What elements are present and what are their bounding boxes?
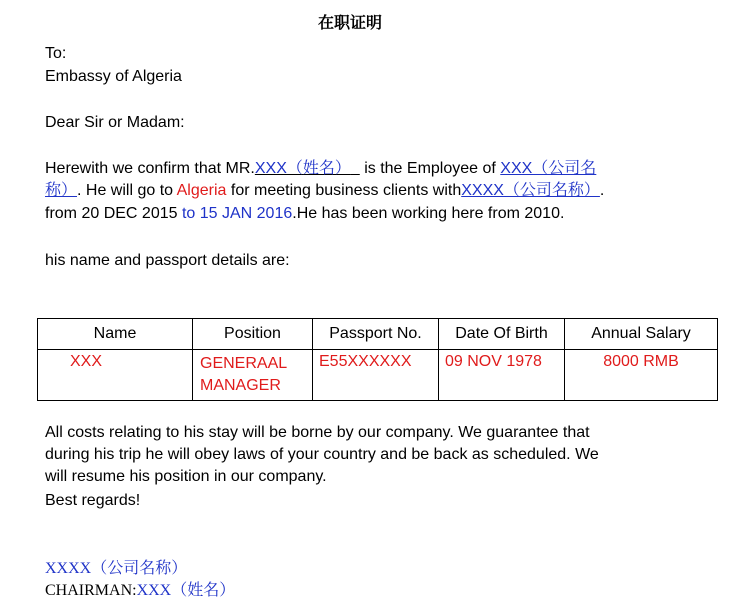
para1-text: . bbox=[599, 182, 605, 199]
closing: Best regards! bbox=[45, 492, 141, 509]
para1-text: . He will go to bbox=[77, 182, 177, 199]
document-title: 在职证明 bbox=[317, 13, 382, 32]
para1-text: is the Employee of bbox=[359, 160, 501, 177]
cell-passport: E55XXXXXX bbox=[313, 350, 439, 401]
para1-text: for meeting business clients with bbox=[226, 182, 462, 199]
para1-line2 bbox=[45, 181, 604, 201]
to-label: To: bbox=[45, 45, 67, 62]
position-line2: MANAGER bbox=[200, 377, 281, 394]
para1-text: .He has been working here from 2010. bbox=[292, 205, 565, 222]
table-row bbox=[38, 350, 718, 401]
position-line1: GENERAAL bbox=[200, 355, 288, 372]
para2-line1: All costs relating to his stay will be borne by our company. We guarantee that bbox=[45, 424, 590, 441]
details-table bbox=[37, 318, 718, 401]
header-name: Name bbox=[38, 319, 193, 350]
header-position: Position bbox=[193, 319, 313, 350]
employee-name: XXX（姓名） bbox=[254, 160, 351, 177]
client-name: XXXX（公司名称） bbox=[461, 182, 600, 199]
header-passport: Passport No. bbox=[313, 319, 439, 350]
cell-salary: 8000 RMB bbox=[565, 350, 718, 401]
signature-chairman bbox=[45, 581, 235, 601]
company-name-cont: 称） bbox=[45, 182, 78, 199]
para1-text: Herewith we confirm that MR. bbox=[45, 160, 255, 177]
header-dob: Date Of Birth bbox=[439, 319, 565, 350]
details-intro: his name and passport details are: bbox=[45, 252, 290, 269]
para2-line3: will resume his position in our company. bbox=[45, 468, 327, 485]
para2-line2: during his trip he will obey laws of your country and be back as scheduled. We bbox=[45, 446, 599, 463]
table-header-row bbox=[38, 319, 718, 350]
para1-line1 bbox=[45, 159, 596, 179]
trip-end-date: to 15 JAN 2016 bbox=[181, 205, 293, 222]
cell-position bbox=[193, 350, 313, 401]
chairman-label: CHAIRMAN: bbox=[45, 582, 137, 599]
recipient: Embassy of Algeria bbox=[45, 68, 182, 85]
cell-name: XXX bbox=[38, 350, 193, 401]
header-salary: Annual Salary bbox=[565, 319, 718, 350]
cell-dob: 09 NOV 1978 bbox=[439, 350, 565, 401]
chairman-name: XXX（姓名） bbox=[136, 582, 236, 599]
company-name: XXX（公司名 bbox=[500, 160, 597, 177]
salutation: Dear Sir or Madam: bbox=[45, 114, 185, 131]
para1-text: from 20 DEC 2015 bbox=[45, 205, 182, 222]
signature-company: XXXX（公司名称） bbox=[45, 560, 188, 577]
destination-country: Algeria bbox=[176, 182, 227, 199]
para1-line3 bbox=[45, 204, 564, 224]
